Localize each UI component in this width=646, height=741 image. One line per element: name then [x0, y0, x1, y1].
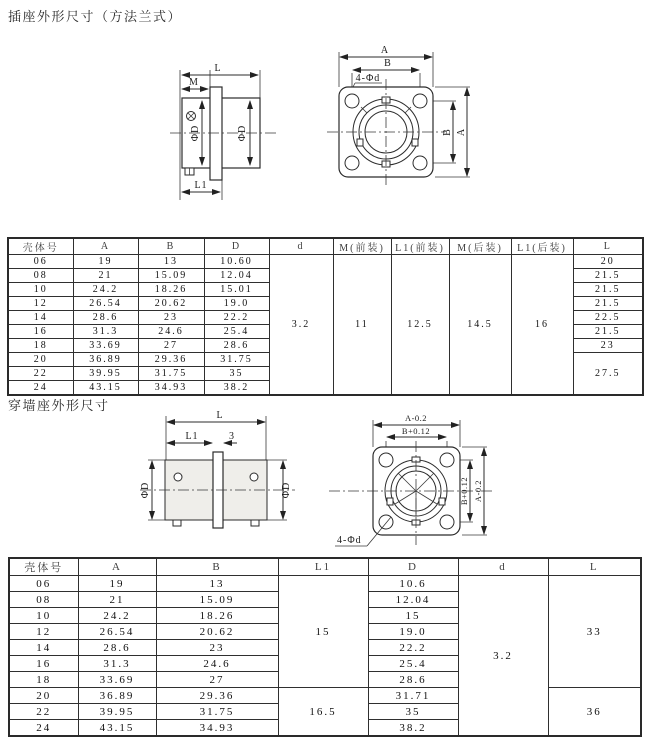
- cell-merged-l1-bottom: 16.5: [278, 688, 368, 737]
- cell: 20.62: [138, 297, 204, 311]
- cell: 08: [9, 592, 78, 608]
- cell: 26.54: [73, 297, 138, 311]
- cell: 06: [8, 255, 73, 269]
- cell: 19.0: [204, 297, 269, 311]
- cell: 20: [573, 255, 643, 269]
- cell: 28.6: [368, 672, 458, 688]
- dim-label-phiD-left: ΦD: [190, 124, 201, 142]
- cell: 24: [8, 381, 73, 396]
- header-cell: d: [458, 558, 548, 576]
- cell: 23: [138, 311, 204, 325]
- cell: 21: [78, 592, 156, 608]
- dim-label-L: L: [214, 63, 222, 74]
- cell: 19: [78, 576, 156, 592]
- cell-merged-l-top: 33: [548, 576, 641, 688]
- cell: 08: [8, 269, 73, 283]
- cell: 33.69: [73, 339, 138, 353]
- cell: 25.4: [204, 325, 269, 339]
- dim-label-B-tol-top: B+0.12: [401, 426, 431, 436]
- mounting-pin: [185, 168, 194, 175]
- cell: 34.93: [156, 720, 278, 737]
- cell: 15.01: [204, 283, 269, 297]
- cell: 16: [8, 325, 73, 339]
- header-cell: 壳体号: [9, 558, 78, 576]
- holes-callout: 4-Φd: [337, 535, 362, 546]
- cell: 31.71: [368, 688, 458, 704]
- cell: 21: [73, 269, 138, 283]
- cell: 43.15: [73, 381, 138, 396]
- cell-merged-d: 3.2: [269, 255, 333, 396]
- dim-label-A-tol-right: A-0.2: [473, 479, 483, 503]
- cell-merged-l1-front: 12.5: [391, 255, 449, 396]
- cell: 43.15: [78, 720, 156, 737]
- cell: 22: [9, 704, 78, 720]
- header-cell: D: [204, 238, 269, 255]
- cell: 16: [9, 656, 78, 672]
- header-cell: L: [548, 558, 641, 576]
- dim-label-B-top: B: [384, 58, 392, 69]
- cell: 06: [9, 576, 78, 592]
- cell: 25.4: [368, 656, 458, 672]
- cell: 21.5: [573, 269, 643, 283]
- cell: 24: [9, 720, 78, 737]
- cell: 38.2: [204, 381, 269, 396]
- cell-merged-d: 3.2: [458, 576, 548, 737]
- flange-socket-dimension-table: [7, 237, 644, 396]
- wall-socket-side-view-drawing: [130, 408, 305, 558]
- cell: 39.95: [78, 704, 156, 720]
- header-cell: D: [368, 558, 458, 576]
- cell: 27: [156, 672, 278, 688]
- header-cell: A: [78, 558, 156, 576]
- header-cell: d: [269, 238, 333, 255]
- cell: 23: [156, 640, 278, 656]
- dim-label-A-right: A: [456, 127, 467, 137]
- cell: 31.3: [78, 656, 156, 672]
- cell: 13: [156, 576, 278, 592]
- cell: 19.0: [368, 624, 458, 640]
- foot-right: [251, 520, 259, 526]
- cell: 36.89: [73, 353, 138, 367]
- cell-merged-l-bottom: 27.5: [573, 353, 643, 396]
- dim-label-M: M: [189, 77, 199, 88]
- cell-merged-l-bottom: 36: [548, 688, 641, 737]
- cell: 38.2: [368, 720, 458, 737]
- dim-label-B-right: B: [442, 128, 453, 136]
- cell: 14: [9, 640, 78, 656]
- cell: 18.26: [138, 283, 204, 297]
- dim-label-flange-width: 3: [229, 431, 235, 442]
- cell: 14: [8, 311, 73, 325]
- cell: 21.5: [573, 325, 643, 339]
- wall-socket-dimension-table: [8, 557, 642, 737]
- cell: 24.2: [73, 283, 138, 297]
- dim-label-A-top: A: [380, 45, 390, 56]
- table-header-row: [8, 238, 643, 255]
- dim-label-A-tol-top: A-0.2: [404, 413, 428, 423]
- cell: 27: [138, 339, 204, 353]
- cell-merged-l1-rear: 16: [511, 255, 573, 396]
- cell: 18: [8, 339, 73, 353]
- table-row: [8, 255, 643, 269]
- foot-left: [173, 520, 181, 526]
- dim-label-phiD-right: ΦD: [281, 481, 292, 499]
- cell: 24.6: [156, 656, 278, 672]
- cell: 31.3: [73, 325, 138, 339]
- cell: 20: [9, 688, 78, 704]
- header-cell: B: [156, 558, 278, 576]
- wall-socket-front-view-drawing: [325, 405, 505, 555]
- cell: 21.5: [573, 283, 643, 297]
- cell: 34.93: [138, 381, 204, 396]
- flange-plate: [210, 87, 222, 180]
- cell: 24.6: [138, 325, 204, 339]
- cell: 20: [8, 353, 73, 367]
- section-title-flange-socket: 插座外形尺寸（方法兰式）: [8, 9, 183, 24]
- socket-side-view-drawing: [140, 40, 340, 235]
- cell: 35: [368, 704, 458, 720]
- cell: 36.89: [78, 688, 156, 704]
- cell: 35: [204, 367, 269, 381]
- cell: 29.36: [156, 688, 278, 704]
- header-cell: L1: [278, 558, 368, 576]
- cell: 20.62: [156, 624, 278, 640]
- cell-merged-l1-top: 15: [278, 576, 368, 688]
- cell: 33.69: [78, 672, 156, 688]
- cell: 10: [8, 283, 73, 297]
- header-cell: A: [73, 238, 138, 255]
- cell: 31.75: [156, 704, 278, 720]
- cell: 26.54: [78, 624, 156, 640]
- body-hole-left: [174, 473, 182, 481]
- dim-label-L: L: [216, 410, 224, 421]
- dim-label-phiD-right: ΦD: [237, 124, 248, 142]
- cell: 31.75: [138, 367, 204, 381]
- cell: 28.6: [73, 311, 138, 325]
- cell: 22.2: [204, 311, 269, 325]
- dim-label-B-tol-right: B+0.12: [459, 476, 469, 506]
- polarization-key-icon: [187, 112, 196, 121]
- cell: 15.09: [138, 269, 204, 283]
- cell: 12: [8, 297, 73, 311]
- cell-merged-m-rear: 14.5: [449, 255, 511, 396]
- socket-front-view-drawing: [325, 35, 490, 235]
- cell-merged-m-front: 11: [333, 255, 391, 396]
- cell: 23: [573, 339, 643, 353]
- cell: 12: [9, 624, 78, 640]
- header-cell: L1(前装): [391, 238, 449, 255]
- cell: 13: [138, 255, 204, 269]
- body-hole-right: [250, 473, 258, 481]
- header-cell: M(后装): [449, 238, 511, 255]
- holes-callout: 4-Φd: [355, 73, 381, 84]
- dim-label-L1: L1: [185, 431, 199, 442]
- cell: 15.09: [156, 592, 278, 608]
- cell: 10: [9, 608, 78, 624]
- table-header-row: [9, 558, 641, 576]
- cell: 18.26: [156, 608, 278, 624]
- header-cell: L1(后装): [511, 238, 573, 255]
- cell: 18: [9, 672, 78, 688]
- cell: 22.2: [368, 640, 458, 656]
- table-row: [9, 576, 641, 592]
- section-title-wall-socket: 穿墙座外形尺寸: [8, 398, 110, 413]
- cell: 29.36: [138, 353, 204, 367]
- dim-label-L1: L1: [194, 180, 208, 191]
- cell: 28.6: [204, 339, 269, 353]
- cell: 22: [8, 367, 73, 381]
- cell: 12.04: [204, 269, 269, 283]
- cell: 21.5: [573, 297, 643, 311]
- cell: 19: [73, 255, 138, 269]
- cell: 24.2: [78, 608, 156, 624]
- header-cell: 壳体号: [8, 238, 73, 255]
- cell: 22.5: [573, 311, 643, 325]
- header-cell: M(前装): [333, 238, 391, 255]
- cell: 10.6: [368, 576, 458, 592]
- cell: 15: [368, 608, 458, 624]
- cell: 12.04: [368, 592, 458, 608]
- header-cell: B: [138, 238, 204, 255]
- cell: 10.60: [204, 255, 269, 269]
- dim-label-phiD-left: ΦD: [140, 481, 151, 499]
- cell: 28.6: [78, 640, 156, 656]
- cell: 39.95: [73, 367, 138, 381]
- header-cell: L: [573, 238, 643, 255]
- cell: 31.75: [204, 353, 269, 367]
